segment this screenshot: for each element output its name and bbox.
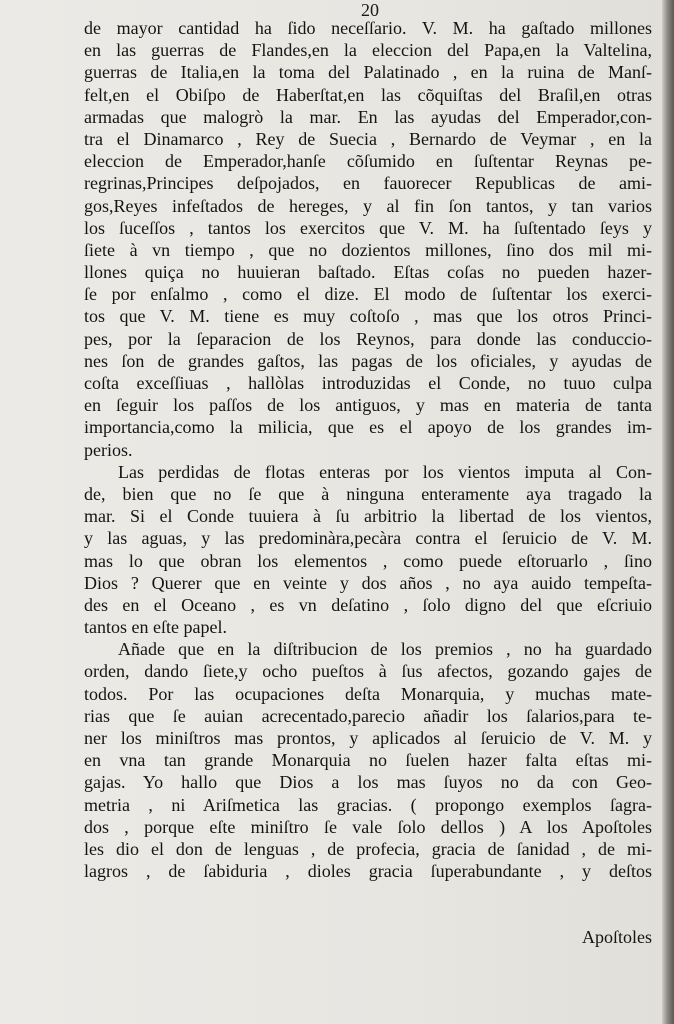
text-line: pes, por la ſeparacion de los Reynos, para donde las conduccio- [84, 328, 652, 349]
text-line: de mayor cantidad ha ſido neceſſario. V. M. ha gaſtado millones [84, 18, 652, 38]
text-line: les dio el don de lenguas , de profecia, gracia de ſanidad , de mi- [84, 838, 652, 859]
text-line: mar. Si el Conde tuuiera à ſu arbitrio la libertad de los vientos, [84, 506, 652, 527]
catchword: Apoſtoles [582, 927, 652, 947]
book-gutter [662, 0, 674, 1024]
text-line: gos,Reyes infeſtados de hereges, y al fin ſon tantos, y tan varios [84, 195, 652, 216]
text-line: tra el Dinamarco , Rey de Suecia , Bernardo de Veymar , en la [84, 128, 652, 149]
body-text [84, 17, 652, 882]
text-line: tantos en eſte papel. [84, 617, 227, 638]
text-line: metria , ni Ariſmetica las gracias. ( propongo exemplos ſagra- [84, 794, 652, 815]
text-line: orden, dando ſiete,y ocho pueſtos à ſus afectos, gozando gajes de [84, 661, 652, 682]
text-line: ſiete à vn tiempo , que no dozientos millones, ſino dos mil mi- [84, 239, 652, 260]
text-line: en ſeguir los paſſos de los antiguos, y mas en materia de tanta [84, 395, 652, 416]
text-line: tos que V. M. tiene es muy coſtoſo , mas que los otros Princi- [84, 306, 652, 327]
text-line: eleccion de Emperador,hanſe cõſumido en ſuſtentar Reynas pe- [84, 151, 652, 172]
text-line: los ſuceſſos , tantos los exercitos que V. M. ha ſuſtentado ſeys y [84, 217, 652, 238]
text-line: en las guerras de Flandes,en la eleccion del Papa,en la Valtelina, [84, 40, 652, 61]
text-line: Dios ? Querer que en veinte y dos años , no aya auido tempeſta- [84, 572, 652, 593]
text-line: guerras de Italia,en la toma del Palatinado , en la ruina de Manſ- [84, 62, 652, 83]
text-line: dos , porque eſte miniſtro ſe vale ſolo dellos ) A los Apoſtoles [84, 816, 652, 837]
text-line: felt,en el Obiſpo de Haberſtat,en las cõquiſtas del Braſil,en otras [84, 84, 652, 105]
text-line: de, bien que no ſe que à ninguna enteramente aya tragado la [84, 483, 652, 504]
text-line: perios. [84, 439, 133, 460]
text-line: todos. Por las ocupaciones deſta Monarquia, y muchas mate- [84, 683, 652, 704]
page-number: 20 [361, 0, 379, 20]
text-line: importancia,como la milicia, que es el apoyo de los grandes im- [84, 417, 652, 438]
text-line: ner los miniſtros mas prontos, y aplicados al ſeruicio de V. M. y [84, 728, 652, 748]
text-line: mas lo que obran los elementos , como puede eſtoruarlo , ſino [84, 550, 652, 571]
text-line: des en el Oceano , es vn deſatino , ſolo digno del que eſcriuio [84, 594, 652, 615]
text-line: y las aguas, y las predominàra,pecàra contra el ſeruicio de V. M. [84, 528, 652, 549]
text-line: regrinas,Principes deſpojados, en fauorecer Republicas de ami- [84, 173, 652, 194]
text-line: armadas que malogrò la mar. En las ayudas del Emperador,con- [84, 106, 652, 127]
text-line: llones quiça no huuieran baſtado. Eſtas coſas no pueden hazer- [84, 262, 652, 283]
text-line: ſe por enſalmo , como el dize. El modo de ſuſtentar los exerci- [84, 284, 652, 305]
text-line: nes ſon de grandes gaſtos, las pagas de los oficiales, y ayudas de [84, 350, 652, 371]
text-line: coſta exceſſiuas , hallòlas introduzidas el Conde, no tuuo culpa [84, 373, 652, 393]
text-line: Las perdidas de flotas enteras por los vientos imputa al Con- [118, 461, 652, 482]
text-line: gajas. Yo hallo que Dios a los mas ſuyos no da con Geo- [84, 772, 652, 793]
text-line: en vna tan grande Monarquia no ſuelen hazer falta eſtas mi- [84, 750, 652, 771]
text-line: rias que ſe auian acrecentado,parecio añadir los ſalarios,para te- [84, 705, 652, 726]
text-line: lagros , de ſabiduria , dioles gracia ſuperabundante , y deſtos [84, 861, 652, 882]
text-line: Añade que en la diſtribucion de los premios , no ha guardado [118, 639, 652, 660]
